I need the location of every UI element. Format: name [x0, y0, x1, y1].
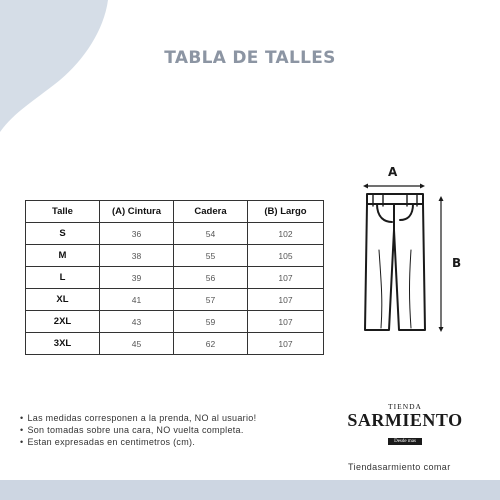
cell-largo: 107 — [248, 267, 324, 289]
header-largo: (B) Largo — [248, 201, 324, 223]
cell-cintura: 43 — [100, 311, 174, 333]
cell-talle: XL — [26, 289, 100, 311]
cell-largo: 107 — [248, 311, 324, 333]
brand-name: SARMIENTO — [347, 410, 463, 430]
pants-icon — [355, 180, 455, 340]
cell-cadera: 62 — [174, 333, 248, 355]
size-table — [25, 200, 324, 355]
page-title: TABLA DE TALLES — [164, 48, 336, 68]
brand-logo — [340, 402, 470, 447]
table-row — [26, 311, 324, 333]
table-row — [26, 223, 324, 245]
cell-cintura: 39 — [100, 267, 174, 289]
header-cadera: Cadera — [174, 201, 248, 223]
cell-cadera: 57 — [174, 289, 248, 311]
cell-talle: L — [26, 267, 100, 289]
cell-cadera: 54 — [174, 223, 248, 245]
brand-top: TIENDA — [388, 402, 422, 411]
cell-cintura: 45 — [100, 333, 174, 355]
list-item: • Las medidas corresponen a la prenda, NO al usuario! — [20, 412, 256, 424]
bottom-bar — [0, 480, 500, 500]
label-b: B — [452, 256, 462, 270]
header-cintura: (A) Cintura — [100, 201, 174, 223]
list-item: • Estan expresadas en centimetros (cm). — [20, 436, 256, 448]
cell-cintura: 38 — [100, 245, 174, 267]
label-a: A — [388, 165, 398, 179]
table-header-row — [26, 201, 324, 223]
list-item: • Son tomadas sobre una cara, NO vuelta completa. — [20, 424, 256, 436]
header-talle: Talle — [26, 201, 100, 223]
cell-cadera: 56 — [174, 267, 248, 289]
cell-talle: 3XL — [26, 333, 100, 355]
table-row — [26, 245, 324, 267]
table-row — [26, 289, 324, 311]
cell-cadera: 55 — [174, 245, 248, 267]
cell-cintura: 36 — [100, 223, 174, 245]
cell-talle: 2XL — [26, 311, 100, 333]
footer-url: Tiendasarmiento comar — [348, 462, 451, 472]
cell-largo: 107 — [248, 333, 324, 355]
table-row — [26, 333, 324, 355]
cell-largo: 102 — [248, 223, 324, 245]
table-row — [26, 267, 324, 289]
cell-talle: S — [26, 223, 100, 245]
cell-largo: 107 — [248, 289, 324, 311]
decorative-blob — [0, 0, 120, 140]
cell-largo: 105 — [248, 245, 324, 267]
brand-tag: Desde mas — [388, 438, 422, 445]
cell-cadera: 59 — [174, 311, 248, 333]
cell-cintura: 41 — [100, 289, 174, 311]
cell-talle: M — [26, 245, 100, 267]
notes-list — [20, 412, 256, 448]
